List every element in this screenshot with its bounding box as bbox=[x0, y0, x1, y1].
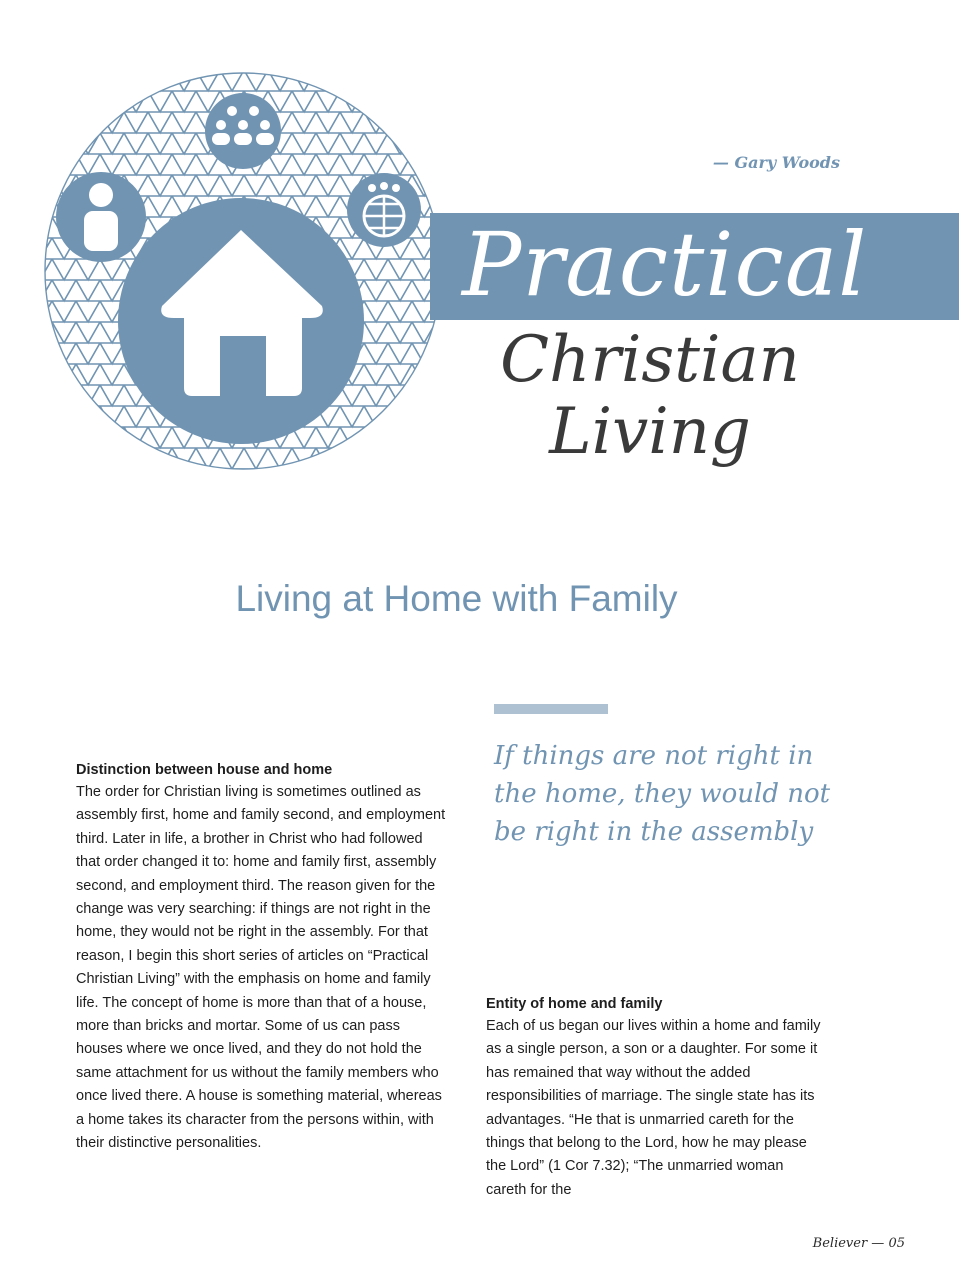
house-icon bbox=[118, 198, 364, 444]
page-footer: Believer — 05 bbox=[812, 1236, 905, 1251]
title-line-living: Living bbox=[549, 395, 751, 469]
globe-icon bbox=[40, 70, 446, 472]
person-icon bbox=[56, 172, 146, 262]
section-house-and-home bbox=[76, 759, 448, 1156]
title-line-practical: Practical bbox=[462, 213, 868, 316]
title-line-christian: Christian bbox=[500, 323, 800, 397]
section-body: The order for Christian living is sometimes outlined as assembly first, home and family second, and employment third. Later in life, a brother in Christ who had followed that order changed it to: home and family first, assembly second, and employment third. The reason given for the change was very searching: if things are not right in the home, they would not be right in the assembly. For that reason, I begin this short series of articles on “Practical Christian Living” with the emphasis on home and family life. The concept of home is more than that of a house, more than bricks and mortar. Some of us can pass houses where we once lived, and they do not hold the same attachment for us without the family members who once lived there. A house is something material, whereas a home takes its character from the persons within, with their distinctive personalities. bbox=[76, 784, 446, 1152]
globe-illustration bbox=[40, 70, 446, 472]
section-body: Each of us began our lives within a home and family as a single person, a son or a daughter. For some it has remained that way without the added responsibilities of marriage. The single state has its advantages. “He that is unmarried careth for the things that belong to the Lord, how he may please the Lord” (1 Cor 7.32); “The unmarried woman careth for the bbox=[486, 1018, 821, 1198]
family-icon bbox=[205, 93, 281, 169]
author-byline: — Gary Woods bbox=[712, 153, 840, 172]
section-home-and-family bbox=[486, 993, 826, 1202]
article-subtitle: Living at Home with Family bbox=[235, 578, 678, 619]
section-heading: Entity of home and family bbox=[486, 996, 663, 1012]
pullquote: If things are not right in the home, they would not be right in the assembly bbox=[494, 741, 831, 847]
section-heading: Distinction between house and home bbox=[76, 762, 333, 778]
pullquote-rule bbox=[494, 704, 608, 714]
world-people-icon bbox=[347, 173, 421, 247]
